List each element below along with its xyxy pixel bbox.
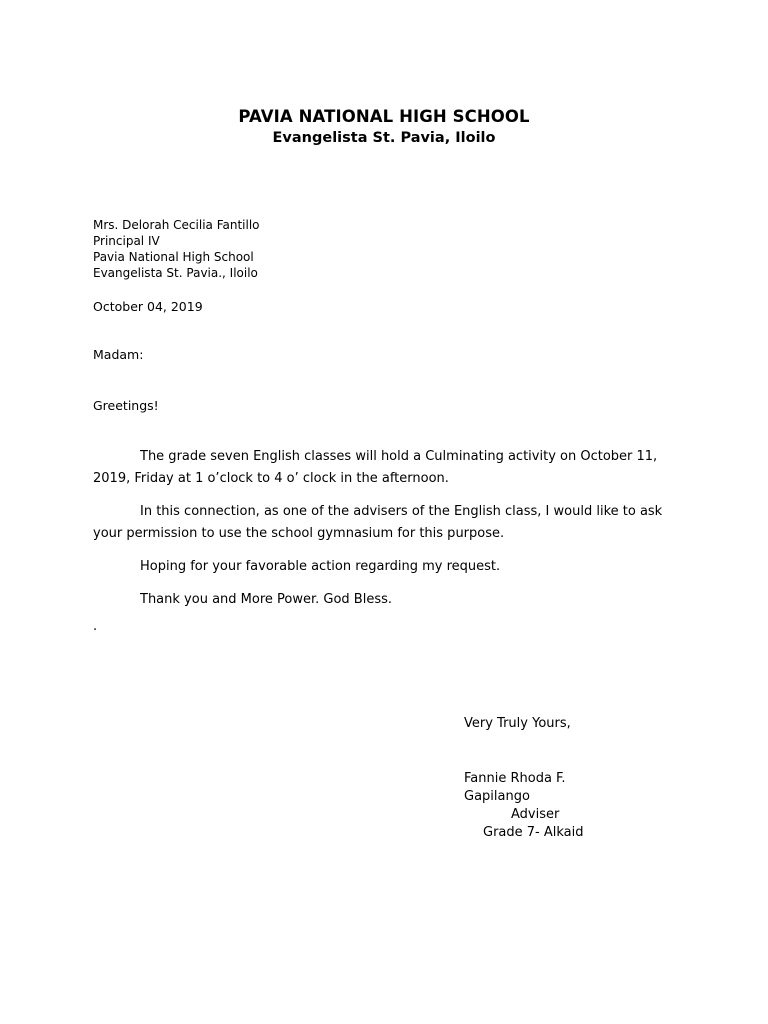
body-paragraph: The grade seven English classes will hold a Culminating activity on October 11, 2019, Friday at 1 o’clock to 4 o’ clock in the afternoon. [93,449,658,486]
recipient-name: Mrs. Delorah Cecilia Fantillo [93,218,260,232]
complimentary-close: Very Truly Yours, [464,716,571,731]
letter-date: October 04, 2019 [93,299,203,314]
letter-body [93,446,678,622]
body-paragraph: Hoping for your favorable action regarding my request. [140,559,501,574]
signatory-title: Adviser [511,807,560,822]
letterhead [0,106,768,148]
stray-period: . [93,619,98,634]
recipient-address: Evangelista St. Pavia., Iloilo [93,266,258,280]
school-name: PAVIA NATIONAL HIGH SCHOOL [238,107,530,126]
recipient-school: Pavia National High School [93,250,254,264]
signatory-class: Grade 7- Alkaid [483,825,584,840]
salutation: Madam: [93,347,144,362]
body-paragraph: In this connection, as one of the advisers of the English class, I would like to ask your permission to use the school gymnasium for this purpose. [93,504,663,541]
signatory-name: Fannie Rhoda F. Gapilango [464,771,566,804]
recipient-block [93,217,260,281]
greeting: Greetings! [93,398,159,413]
school-address: Evangelista St. Pavia, Iloilo [272,130,496,146]
body-paragraph: Thank you and More Power. God Bless. [140,592,393,607]
recipient-position: Principal IV [93,234,160,248]
signature-block [464,770,634,842]
